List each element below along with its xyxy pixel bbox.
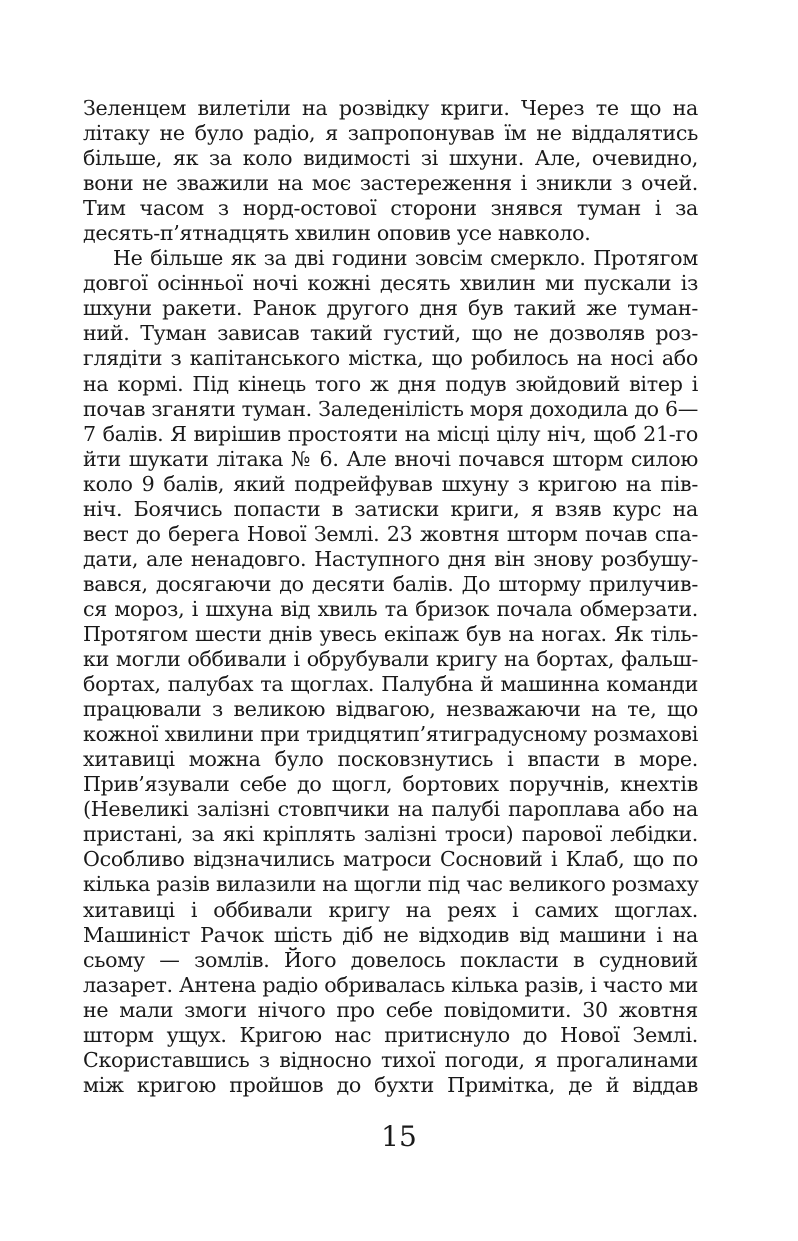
text-line: Протягом шести днів увесь екіпаж був на ногах. Як тіль- bbox=[83, 621, 698, 646]
text-line: хитавиці можна було посковзнутись і впасти в море. bbox=[83, 747, 698, 772]
text-line: Особливо відзначились матроси Сосновий і Клаб, що по bbox=[83, 847, 698, 872]
text-line: (Невеликі залізні стовпчики на палубі пароплава або на bbox=[83, 797, 698, 822]
text-line: 7 балів. Я вирішив простояти на місці цілу ніч, щоб 21-го bbox=[83, 421, 698, 446]
text-line: вався, досягаючи до десяти балів. До шторму прилучив- bbox=[83, 571, 698, 596]
text-line: Тим часом з норд-остової сторони знявся туман і за bbox=[83, 196, 698, 221]
text-line: хитавиці і оббивали кригу на реях і самих щоглах. bbox=[83, 897, 698, 922]
text-line: працювали з великою відвагою, незважаючи на те, що bbox=[83, 697, 698, 722]
text-line: ний. Туман зависав такий густий, що не дозволяв роз- bbox=[83, 321, 698, 346]
text-line: Прив’язували себе до щогл, бортових поручнів, кнехтів bbox=[83, 772, 698, 797]
text-line: пристані, за які кріплять залізні троси) парової лебідки. bbox=[83, 822, 698, 847]
text-line: лазарет. Антена радіо обривалась кілька разів, і часто ми bbox=[83, 972, 699, 997]
text-line: шхуни ракети. Ранок другого дня був такий же туман- bbox=[83, 296, 698, 321]
text-line: вест до берега Нової Землі. 23 жовтня шторм почав спа- bbox=[83, 521, 698, 546]
text-line: не мали змоги нічого про себе повідомити. 30 жовтня bbox=[83, 997, 698, 1022]
text-line: Зеленцем вилетіли на розвідку криги. Через те що на bbox=[83, 96, 698, 120]
text-line: ки могли оббивали і обрубували кригу на бортах, фальш- bbox=[83, 647, 698, 672]
text-line: між кригою пройшов до бухти Примітка, де й віддав bbox=[83, 1072, 698, 1097]
text-line: Машиніст Рачок шість діб не відходив від машини і на bbox=[83, 922, 698, 947]
text-line: ніч. Боячись попасти в затиски криги, я взяв курс на bbox=[83, 496, 698, 521]
text-line: довгої осінньої ночі кожні десять хвилин ми пускали із bbox=[83, 271, 698, 296]
text-line: сьому — зомлів. Його довелось покласти в судновий bbox=[83, 947, 698, 972]
text-line: глядіти з капітанського містка, що робилось на носі або bbox=[83, 346, 698, 371]
text-line: кілька разів вилазили на щогли під час великого розмаху bbox=[83, 872, 699, 897]
text-line: Скориставшись з відносно тихої погоди, я прогалинами bbox=[83, 1047, 698, 1072]
text-line: шторм ущух. Кригою нас притиснуло до Нової Землі. bbox=[83, 1022, 698, 1047]
text-line: літаку не було радіо, я запропонував їм не віддалятись bbox=[83, 121, 698, 146]
text-line: коло 9 балів, який подрейфував шхуну з кригою на пів- bbox=[83, 471, 698, 496]
text-line: бортах, палубах та щоглах. Палубна й машинна команди bbox=[83, 672, 698, 697]
text-line: більше, як за коло видимості зі шхуни. Але, очевидно, bbox=[83, 146, 698, 171]
text-line: ся мороз, і шхуна від хвиль та бризок почала обмерзати. bbox=[83, 596, 698, 621]
text-line: кожної хвилини при тридцятип’ятиградусному розмахові bbox=[83, 722, 698, 747]
page-number: 15 bbox=[381, 1120, 417, 1153]
text-line: дати, але ненадовго. Наступного дня він знову розбушу- bbox=[83, 546, 698, 571]
text-line: йти шукати літака № 6. Але вночі почався шторм силою bbox=[83, 446, 698, 471]
body-text bbox=[83, 96, 698, 1098]
text-line: на кормі. Під кінець того ж дня подув зюйдовий вітер і bbox=[83, 371, 698, 396]
text-line: Не більше як за дві години зовсім смеркло. Протягом bbox=[113, 246, 698, 271]
text-line: почав зганяти туман. Заледенілість моря доходила до 6— bbox=[83, 396, 699, 421]
text-line: десять-п’ятнадцять хвилин оповив усе навколо. bbox=[83, 221, 591, 246]
text-line: вони не зважили на моє застереження і зникли з очей. bbox=[83, 171, 698, 196]
